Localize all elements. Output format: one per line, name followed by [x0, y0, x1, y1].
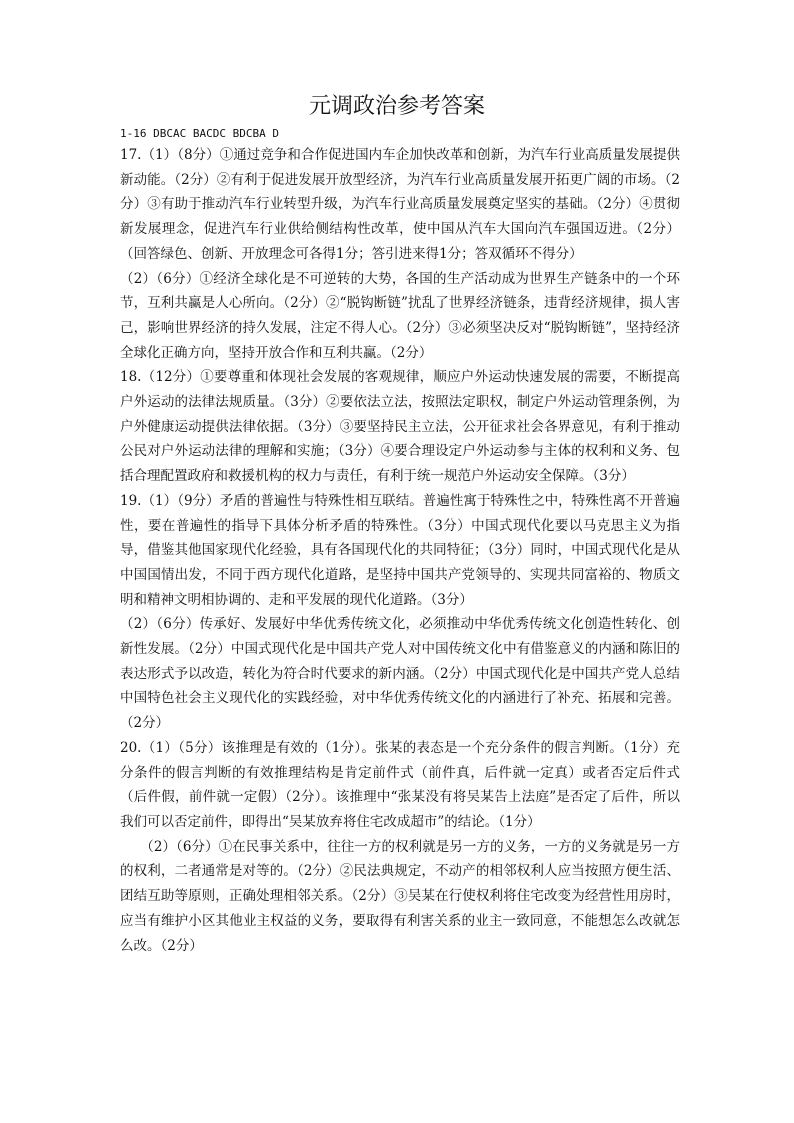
answer-q17-part1: 17.（1）（8分）①通过竞争和合作促进国内车企加快改革和创新，为汽车行业高质量发展提供新动能。（2分）②有利于促进发展开放型经济，为汽车行业高质量发展开拓更广阔的市场。（2分）③有助于推动汽车行业转型升级，为汽车行业高质量发展奠定坚实的基础。（2分）④贯彻新发展理念，促进汽车行业供给侧结构性改革，使中国从汽车大国向汽车强国迈进。（2分）（回答绿色、创新、开放理念可各得1分；答引进来得1分；答双循环不得分）: [120, 147, 680, 262]
answer-q18: 18.（12分）①要尊重和体现社会发展的客观规律，顺应户外运动快速发展的需要，不断提高户外运动的法律法规质量。（3分）②要依法立法，按照法定职权，制定户外运动管理条例，为户外健康运动提供法律依据。（3分）③要坚持民主立法，公开征求社会各界意见，有利于推动公民对户外运动法律的理解和实施；（3分）④要合理设定户外运动参与主体的权利和义务、包括合理配置政府和救援机构的权力与责任，有利于统一规范户外运动安全保障。（3分）: [120, 369, 680, 485]
answer-q17-part2: （2）（6分）①经济全球化是不可逆转的大势，各国的生产活动成为世界生产链条中的一个环节，互利共赢是人心所向。（2分）②“脱钩断链”扰乱了世界经济链条，违背经济规律，损人害己，影响世界经济的持久发展，注定不得人心。（2分）③必须坚决反对“脱钩断链”，坚持经济全球化正确方向，坚持开放合作和互利共赢。（2分）: [120, 270, 680, 361]
page-title: 元调政治参考答案: [308, 94, 485, 119]
answer-body: [120, 126, 680, 958]
answer-q19-part1: 19.（1）（9分）矛盾的普遍性与特殊性相互联结。普遍性寓于特殊性之中，特殊性离不开普遍性，要在普遍性的指导下具体分析矛盾的特殊性。（3分）中国式现代化要以马克思主义为指导，借鉴其他国家现代化经验，具有各国现代化的共同特征；（3分）同时，中国式现代化是从中国国情出发，不同于西方现代化道路，是坚持中国共产党领导的、实现共同富裕的、物质文明和精神文明相协调的、走和平发展的现代化道路。（3分）: [120, 492, 680, 608]
answer-q19-part2: （2）（6分）传承好、发展好中华优秀传统文化，必须推动中华优秀传统文化创造性转化、创新性发展。（2分）中国式现代化是中国共产党人对中国传统文化中有借鉴意义的内涵和陈旧的表达形式予以改造，转化为符合时代要求的新内涵。（2分）中国式现代化是中国共产党人总结中国特色社会主义现代化的实践经验，对中华优秀传统文化的内涵进行了补充、拓展和完善。（2分）: [120, 616, 680, 732]
multiple-choice-answers: 1-16 DBCAC BACDC BDCBA D: [120, 127, 279, 140]
answer-q20-part1: 20.（1）（5分）该推理是有效的（1分）。张某的表态是一个充分条件的假言判断。（1分）充分条件的假言判断的有效推理结构是肯定前件式（前件真，后件就一定真）或者否定后件式（后件假，前件就一定假）（2分）。该推理中“张某没有将吴某告上法庭”是否定了后件，所以我们可以否定前件，即得出“吴某放弃将住宅改成超市”的结论。（1分）: [120, 739, 680, 830]
answer-q20-part2: （2）（6分）①在民事关系中，往往一方的权利就是另一方的义务，一方的义务就是另一方的权利，二者通常是对等的。（2分）②民法典规定，不动产的相邻权利人应当按照方便生活、团结互助等原则，正确处理相邻关系。（2分）③吴某在行使权利将住宅改变为经营性用房时，应当有维护小区其他业主权益的义务，要取得有利害关系的业主一致同意，不能想怎么改就怎么改。（2分）: [120, 838, 680, 954]
